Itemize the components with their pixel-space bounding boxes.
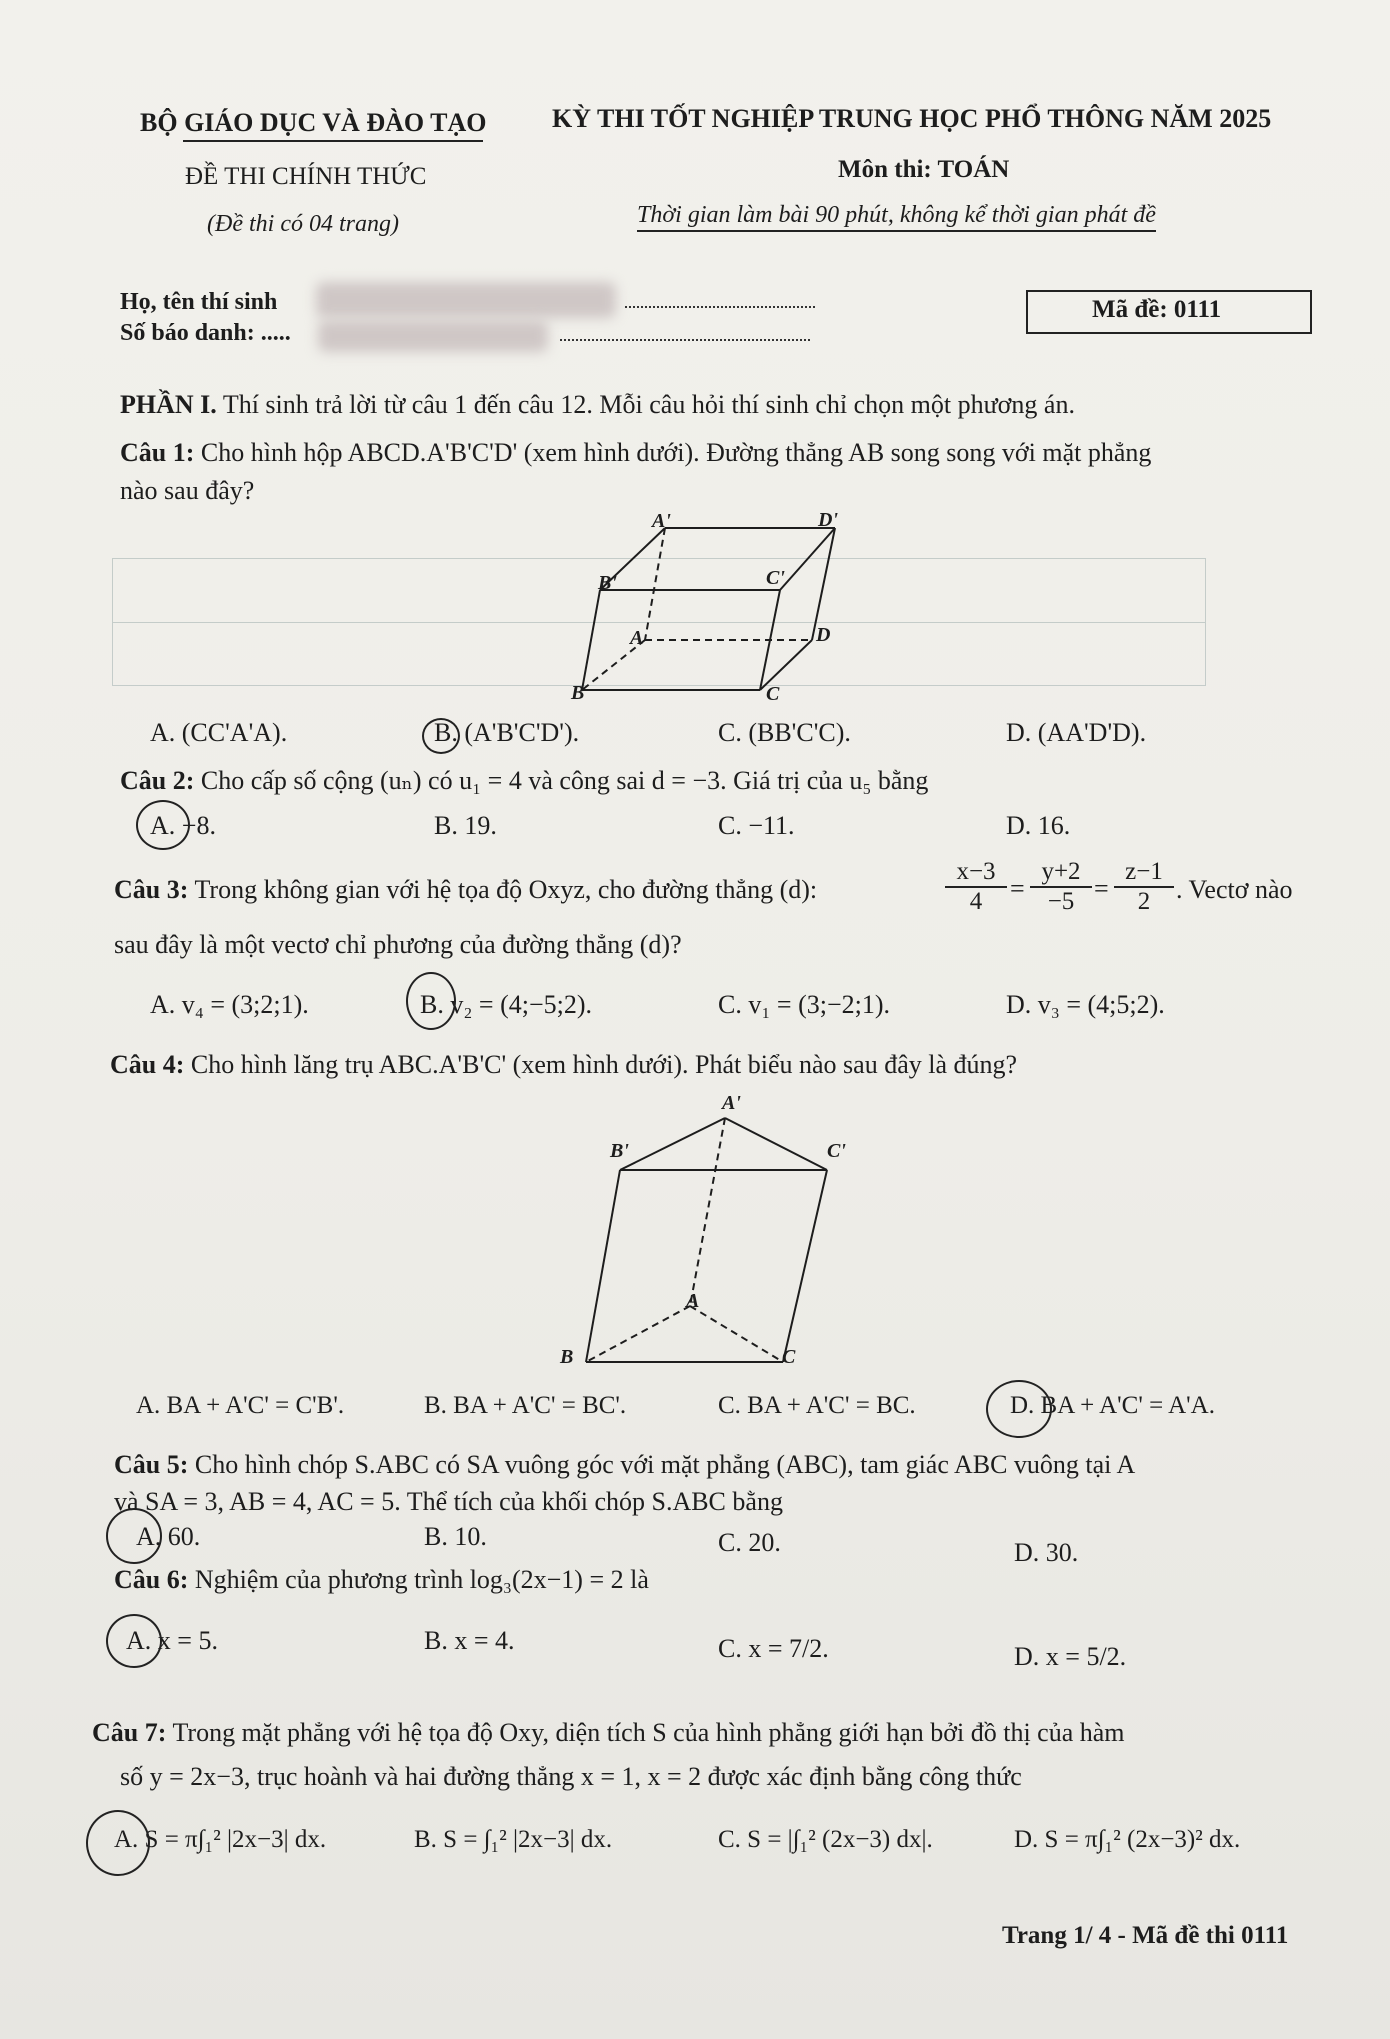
q7-option-d[interactable]: D. S = π∫₁² (2x−3)² dx. xyxy=(1014,1826,1241,1853)
q3-option-c[interactable]: C. v₁ = (3;−2;1). xyxy=(718,990,890,1019)
q7-stem: Trong mặt phẳng với hệ tọa độ Oxy, diện tích S của hình phẳng giới hạn bởi đồ thị của hàm xyxy=(172,1718,1125,1747)
q5-answer-circle xyxy=(106,1508,162,1564)
q1-label: Câu 1: xyxy=(120,438,195,467)
q2-stem: Cho cấp số cộng (uₙ) có u₁ = 4 và công sai d = −3. Giá trị của u₅ bằng xyxy=(200,766,929,795)
q1-option-d[interactable]: D. (AA'D'D). xyxy=(1006,718,1147,747)
q1-text xyxy=(120,438,1151,468)
q4-edge xyxy=(725,1118,827,1170)
q4-option-b[interactable]: B. BA + A'C' = BC'. xyxy=(424,1392,627,1419)
q7-option-c[interactable]: C. S = |∫₁² (2x−3) dx|. xyxy=(718,1826,933,1853)
q5-option-a[interactable]: A. 60. xyxy=(136,1522,201,1551)
q3-option-a[interactable]: A. v₄ = (3;2;1). xyxy=(150,990,309,1019)
q3-option-d[interactable]: D. v₃ = (4;5;2). xyxy=(1006,990,1165,1019)
q1-vertex-C1: C' xyxy=(766,567,785,589)
q2-label: Câu 2: xyxy=(120,766,195,795)
q4-option-d[interactable]: D. BA + A'C' = A'A. xyxy=(1010,1392,1215,1419)
q1-vertex-A1: A' xyxy=(652,510,671,532)
part1-instructions xyxy=(120,390,1075,420)
q1-option-a[interactable]: A. (CC'A'A). xyxy=(150,718,288,747)
official-label: ĐỀ THI CHÍNH THỨC xyxy=(185,163,427,190)
redacted-id xyxy=(318,320,548,352)
q4-edge xyxy=(586,1170,620,1362)
q6-answer-circle xyxy=(106,1614,162,1668)
q1-vertex-D: D xyxy=(816,624,831,646)
q7-answer-circle xyxy=(86,1810,150,1876)
q4-hidden-edge xyxy=(690,1306,783,1362)
q3-fraction-y xyxy=(1030,858,1092,916)
q2-option-b[interactable]: B. 19. xyxy=(434,811,497,840)
q4-label: Câu 4: xyxy=(110,1050,185,1079)
q3-fraction-z-den: 2 xyxy=(1137,888,1151,915)
q4-edge xyxy=(783,1170,827,1362)
q4-edge xyxy=(620,1118,725,1170)
q2-text xyxy=(120,766,928,796)
q3-stem: Trong không gian với hệ tọa độ Oxyz, cho đường thẳng (d): xyxy=(194,875,818,904)
q4-vertex-B: B xyxy=(560,1346,574,1368)
q7-option-a[interactable]: A. S = π∫₁² |2x−3| dx. xyxy=(114,1826,327,1853)
q4-vertex-C1: C' xyxy=(827,1140,846,1162)
q3-stem-tail: . Vectơ nào xyxy=(1176,875,1293,904)
candidate-id-label: Số báo danh: ..... xyxy=(120,320,291,346)
q3-answer-circle xyxy=(406,972,456,1030)
bleed-through-table xyxy=(112,558,1206,686)
candidate-name-label: Họ, tên thí sinh xyxy=(120,289,278,315)
q7-stem-line2: số y = 2x−3, trục hoành và hai đường thẳng x = 1, x = 2 được xác định bằng công thức xyxy=(120,1762,1022,1791)
q3-fraction-y-num: y+2 xyxy=(1030,858,1092,888)
part1-heading: PHẦN I. xyxy=(120,390,217,419)
q3-fraction-z-num: z−1 xyxy=(1114,858,1174,888)
q5-stem-line2: và SA = 3, AB = 4, AC = 5. Thể tích của khối chóp S.ABC bằng xyxy=(114,1487,783,1516)
q1-option-c[interactable]: C. (BB'C'C). xyxy=(718,718,851,747)
q3-eq-sign: = xyxy=(1094,874,1109,903)
q1-vertex-C: C xyxy=(766,683,780,705)
q4-option-c[interactable]: C. BA + A'C' = BC. xyxy=(718,1392,916,1419)
ministry-name: BỘ GIÁO DỤC VÀ ĐÀO TẠO xyxy=(140,108,487,137)
q3-label: Câu 3: xyxy=(114,875,189,904)
q6-text xyxy=(114,1565,649,1595)
subject-label: Môn thi: TOÁN xyxy=(838,156,1010,183)
q1-answer-circle xyxy=(422,718,460,754)
pages-note: (Đề thi có 04 trang) xyxy=(207,211,399,237)
q4-hidden-edge xyxy=(690,1118,725,1306)
ministry-underline xyxy=(183,140,483,142)
q5-option-c[interactable]: C. 20. xyxy=(718,1528,781,1557)
q5-stem: Cho hình chóp S.ABC có SA vuông góc với mặt phẳng (ABC), tam giác ABC vuông tại A xyxy=(194,1450,1136,1479)
q3-eq-sign: = xyxy=(1010,874,1025,903)
q5-label: Câu 5: xyxy=(114,1450,189,1479)
redacted-name xyxy=(316,282,616,318)
q4-vertex-C: C xyxy=(782,1346,796,1368)
q2-option-d[interactable]: D. 16. xyxy=(1006,811,1071,840)
q1-stem-line2: nào sau đây? xyxy=(120,476,255,505)
q3-text xyxy=(114,875,817,905)
q3-stem-line2: sau đây là một vectơ chỉ phương của đường thẳng (d)? xyxy=(114,930,682,959)
part1-text: Thí sinh trả lời từ câu 1 đến câu 12. Mỗi câu hỏi thí sinh chỉ chọn một phương án. xyxy=(222,390,1075,419)
q7-label: Câu 7: xyxy=(92,1718,167,1747)
q7-option-b[interactable]: B. S = ∫₁² |2x−3| dx. xyxy=(414,1826,613,1853)
q4-answer-circle xyxy=(986,1380,1052,1438)
q2-answer-circle xyxy=(136,800,190,850)
q3-fraction-x-num: x−3 xyxy=(945,858,1007,888)
q6-label: Câu 6: xyxy=(114,1565,189,1594)
q5-option-b[interactable]: B. 10. xyxy=(424,1522,487,1551)
q6-option-b[interactable]: B. x = 4. xyxy=(424,1626,515,1655)
q6-option-c[interactable]: C. x = 7/2. xyxy=(718,1634,829,1663)
q4-vertex-B1: B' xyxy=(610,1140,629,1162)
q4-stem: Cho hình lăng trụ ABC.A'B'C' (xem hình dưới). Phát biểu nào sau đây là đúng? xyxy=(190,1050,1018,1079)
q1-vertex-B: B xyxy=(571,682,585,704)
exam-title: KỲ THI TỐT NGHIỆP TRUNG HỌC PHỔ THÔNG NĂM 2025 xyxy=(552,104,1272,133)
q2-option-a[interactable]: A. −8. xyxy=(150,811,216,840)
q6-stem: Nghiệm của phương trình log₃(2x−1) = 2 là xyxy=(194,1565,649,1594)
exam-code: Mã đề: 0111 xyxy=(1092,296,1222,323)
q3-fraction-y-den: −5 xyxy=(1047,888,1075,915)
q1-vertex-B1: B' xyxy=(598,572,617,594)
q2-option-c[interactable]: C. −11. xyxy=(718,811,795,840)
q5-option-d[interactable]: D. 30. xyxy=(1014,1538,1079,1567)
q4-vertex-A: A xyxy=(686,1290,700,1312)
q6-option-d[interactable]: D. x = 5/2. xyxy=(1014,1642,1127,1671)
q6-option-a[interactable]: A. x = 5. xyxy=(126,1626,218,1655)
q4-text xyxy=(110,1050,1017,1080)
q3-fraction-x-den: 4 xyxy=(969,888,983,915)
page-footer: Trang 1/ 4 - Mã đề thi 0111 xyxy=(1002,1922,1289,1949)
q1-vertex-D1: D' xyxy=(818,509,838,531)
q1-stem: Cho hình hộp ABCD.A'B'C'D' (xem hình dưới). Đường thẳng AB song song với mặt phẳng xyxy=(200,438,1152,467)
q7-text xyxy=(92,1718,1125,1748)
q3-fraction-z xyxy=(1114,858,1174,916)
q4-vertex-A1: A' xyxy=(722,1092,741,1114)
q4-hidden-edge xyxy=(586,1306,690,1362)
q1-vertex-A: A xyxy=(630,627,644,649)
name-dotted-line xyxy=(625,306,815,308)
q3-option-b[interactable]: B. v₂ = (4;−5;2). xyxy=(420,990,592,1019)
q4-option-a[interactable]: A. BA + A'C' = C'B'. xyxy=(136,1392,345,1419)
time-note: Thời gian làm bài 90 phút, không kể thời gian phát đề xyxy=(637,202,1156,232)
q1-option-b[interactable]: B. (A'B'C'D'). xyxy=(434,718,580,747)
q3-fraction-x xyxy=(945,858,1007,916)
id-dotted-line xyxy=(560,339,810,341)
q5-text xyxy=(114,1450,1135,1480)
